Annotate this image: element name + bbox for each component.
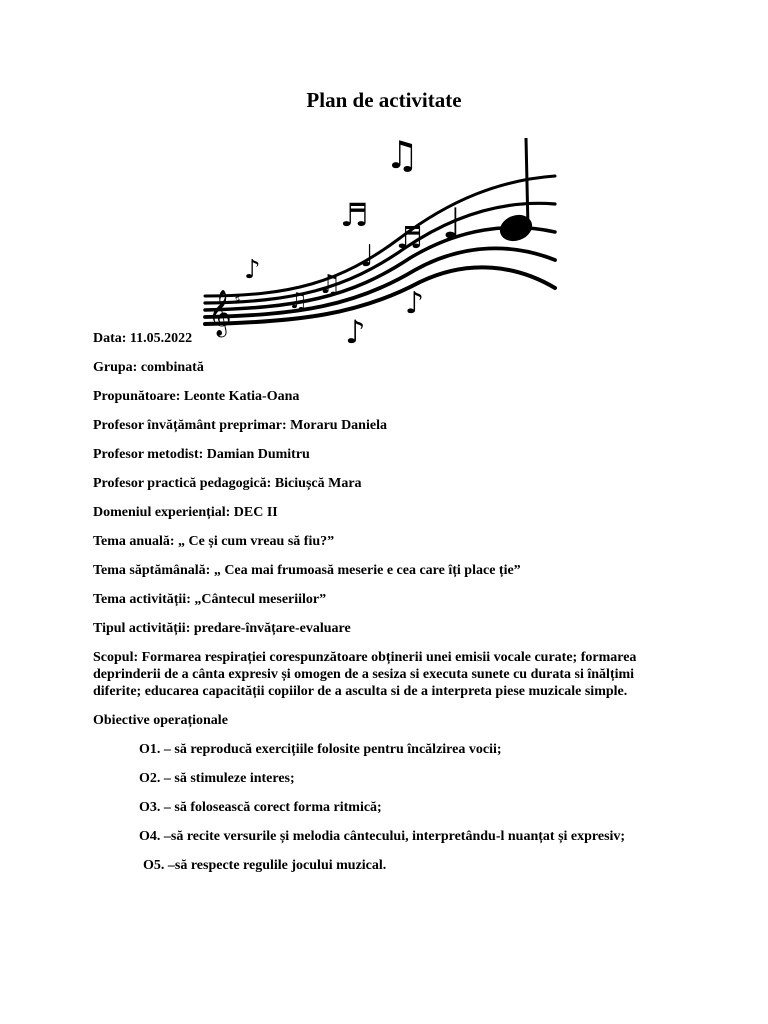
field-tema-activitatii: Tema activității: „Cântecul meseriilor” bbox=[93, 592, 327, 607]
field-tipul-activitatii: Tipul activității: predare-învățare-evaluare bbox=[93, 621, 351, 636]
field-profesor-preprimar: Profesor învățământ preprimar: Moraru Daniela bbox=[93, 418, 387, 433]
objective-o1: O1. – să reproducă exercițiile folosite pentru încălzirea vocii; bbox=[139, 742, 502, 757]
svg-text:♯: ♯ bbox=[234, 292, 241, 308]
svg-text:♪: ♪ bbox=[405, 286, 425, 321]
scop-paragraph: Scopul: Formarea respirației corespunzătoare obținerii unei emisii vocale curate; formarea deprinderii de a cânta expresiv și omogen de a sesiza si executa sunete cu durata si înălțimi diferite; educarea capacității copiilor de a asculta si de a interpreta piese muzicale simple. bbox=[93, 650, 637, 699]
svg-text:♩: ♩ bbox=[360, 239, 375, 274]
music-staff-with-notes-icon bbox=[200, 118, 560, 350]
field-grupa: Grupa: combinată bbox=[93, 360, 204, 375]
field-profesor-metodist: Profesor metodist: Damian Dumitru bbox=[93, 447, 310, 462]
field-profesor-practica: Profesor practică pedagogică: Biciușcă Mara bbox=[93, 476, 362, 491]
svg-text:♪: ♪ bbox=[345, 313, 366, 350]
field-data: Data: 11.05.2022 bbox=[93, 331, 193, 346]
svg-text:♩: ♩ bbox=[442, 199, 462, 248]
svg-text:♫: ♫ bbox=[288, 289, 308, 314]
page-title: Plan de activitate bbox=[306, 88, 462, 112]
field-tema-anuala: Tema anuală: „ Ce și cum vreau să fiu?” bbox=[93, 534, 335, 549]
svg-text:♬: ♬ bbox=[396, 221, 423, 256]
objective-o3: O3. – să folosească corect forma ritmică; bbox=[139, 800, 382, 815]
objective-o5: O5. –să respecte regulile jocului muzical. bbox=[143, 858, 387, 873]
field-domeniul: Domeniul experiențial: DEC II bbox=[93, 505, 278, 520]
objective-o2: O2. – să stimuleze interes; bbox=[139, 771, 295, 786]
svg-text:♫: ♫ bbox=[318, 270, 342, 300]
svg-text:♪: ♪ bbox=[244, 255, 261, 285]
field-tema-saptamanala: Tema săptămânală: „ Cea mai frumoasă meserie e cea care îți place ție” bbox=[93, 563, 521, 578]
svg-text:♬: ♬ bbox=[340, 196, 369, 234]
field-propunatoare: Propunătoare: Leonte Katia-Oana bbox=[93, 389, 300, 404]
svg-text:𝄞: 𝄞 bbox=[208, 290, 232, 336]
document-body bbox=[93, 330, 673, 886]
objective-o4: O4. –să recite versurile și melodia cântecului, interpretându-l nuanțat și expresiv; bbox=[139, 829, 626, 844]
objectives-heading: Obiective operaționale bbox=[93, 713, 228, 728]
svg-text:♫: ♫ bbox=[385, 133, 420, 177]
